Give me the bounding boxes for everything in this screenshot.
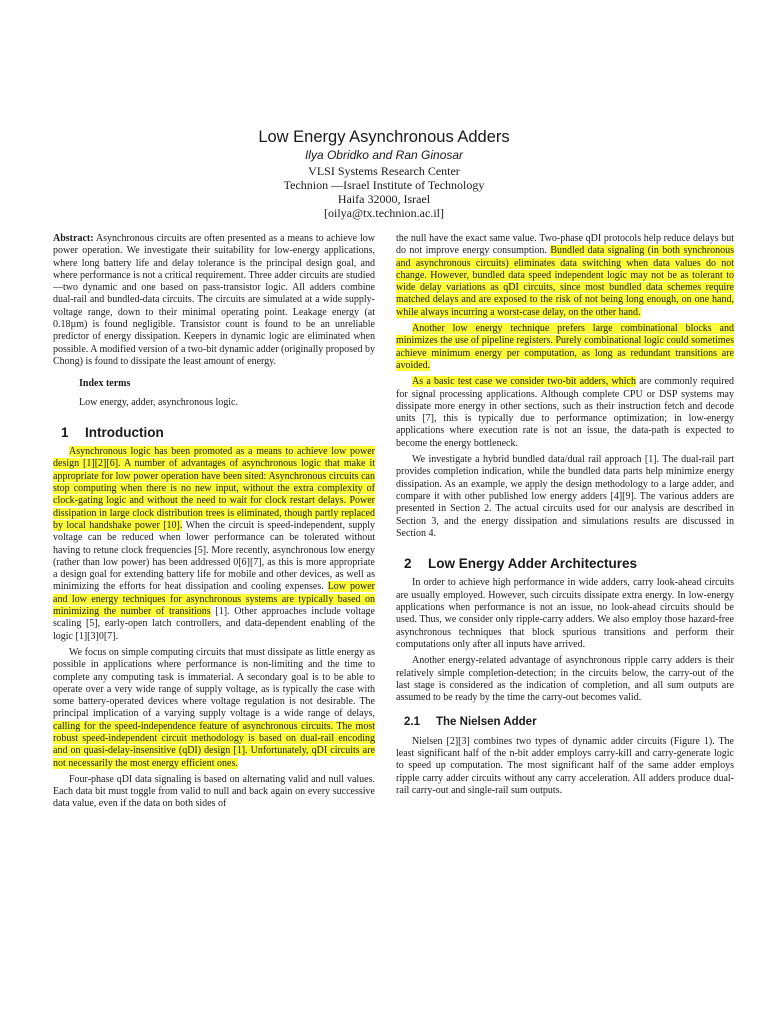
affiliation-line: VLSI Systems Research Center xyxy=(308,164,460,178)
affiliation-line: Technion —Israel Institute of Technology xyxy=(283,178,485,192)
paragraph xyxy=(396,233,734,319)
right-column xyxy=(396,233,734,801)
abstract-label: Abstract: xyxy=(53,233,94,244)
abstract xyxy=(53,233,375,368)
section-number: 1 xyxy=(61,424,69,440)
paragraph: Nielsen [2][3] combines two types of dynamic adder circuits (Figure 1). The least significant half of the n-bit adder employs carry-kill and carry-generate logic to speed up computation. The most significant half of the same adder employs ripple carry adder circuits without any carry acceleration. All adders produce dual-rail carry-out and single-rail sum outputs. xyxy=(396,735,734,796)
highlighted-text: Another low energy technique prefers large combinational blocks and minimizes the use of pipeline registers. Purely combinational logic could sometimes achieve minimum energy per computation, as long as redundant transitions are avoided. xyxy=(396,323,734,371)
index-terms-heading: Index terms xyxy=(79,378,131,390)
paper-title: Low Energy Asynchronous Adders xyxy=(258,128,510,146)
abstract-text: Asynchronous circuits are often presented as a means to achieve low power operation. We investigate their suitability for low-energy applications, where long battery life and delay tolerance is the principal design goal, and where performance is not a critical requirement. Three adder circuits are studied—two dynamic and one based on pass-transistor logic. All adders combine dual-rail and bundled-data circuits. The circuits are simulated at a wide supply-voltage range, down to their minimal operating point. Leakage energy (at 0.18µm) is found negligible. Transistor count is found to be an unreliable predictor of energy dissipation. Keepers in dynamic logic are eliminated when possible. A modified version of a two-bit dynamic adder (originally proposed by Chong) is found to dissipate the least amount of energy. xyxy=(53,233,376,367)
paragraph: Another energy-related advantage of asynchronous ripple carry adders is their relatively simple completion-detection; in the circuits below, the carry-out of the last stage is considered as the indication of completion, and all sum outputs are assumed to be ready by the time the carry-out becomes valid. xyxy=(396,655,734,704)
section-heading-adder-architectures xyxy=(404,558,734,570)
paragraph xyxy=(396,323,734,372)
paragraph-text: When the circuit is speed-independent, supply voltage can be reduced when lower performance can be tolerated without having to retune clock frequencies [5]. More recently, asynchronous low energy (rather than low power) has been addressed 0[6][7], as this is more appropriate a design goal for extending battery life for mobile and other devices, as well as minimizing the efforts for heat dissipation and cooling expenses. xyxy=(53,519,376,593)
affiliation-line: Haifa 32000, Israel xyxy=(337,192,431,206)
paragraph: In order to achieve high performance in wide adders, carry look-ahead circuits are usually employed. However, such circuits dissipate extra energy. In low-energy applications when performance is not an issue, no look-ahead circuits should be used. Thus, we consider only ripple-carry adders. We also employ those hazard-free asynchronous techniques that block spurious transitions and perform their computations only after all inputs have arrived. xyxy=(396,577,734,650)
paragraph-text: We focus on simple computing circuits that must dissipate as little energy as possible in applications where performance is non-limiting and the time to complete any computing task is immaterial. A secondary goal is to be able to operate over a very wide range of supply voltage, as is typically the case with some battery-operated devices where voltage regulation is not desirable. The principal implication of a varying supply voltage is a wide range of delays, xyxy=(53,646,375,720)
highlighted-text: Low power and low energy techniques for asynchronous systems are typically based on minimizing the number of transitions xyxy=(53,581,375,618)
subsection-heading-nielsen-adder xyxy=(404,716,734,728)
paper-authors: Ilya Obridko and Ran Ginosar xyxy=(304,148,464,162)
highlighted-text: Bundled data signaling (in both synchronous and asynchronous circuits) eliminates data switching when data values do not change. However, bundled data speed independent logic may not be as tolerant to wide delay variations as qDI circuits, since most bundled data schemes require matched delays and are exposed to the risk of not being long enough, on one hand, while always incurring a worst-case delay, on the other hand. xyxy=(396,245,734,318)
paragraph xyxy=(396,376,734,450)
paragraph: We investigate a hybrid bundled data/dual rail approach [1]. The dual-rail part provides completion indication, while the bundled data parts help minimize energy dissipation. As an example, we apply the design methodology to a large adder, and compare it with other published low energy adders [4][9]. The various adders are presented in Section 2. The actual circuits used for our analysis are described in Section 3, and the energy dissipation and simulations results are discussed in Section 4. xyxy=(396,454,734,539)
left-column xyxy=(53,233,375,815)
paragraph-text: are commonly required for signal processing applications. Although complete CPU or DSP systems may dissipate more energy in other sections, such as their instruction fetch and decode units [7], this is typically due to performance optimization; in low-energy applications where execution rate is not an issue, the data-path is expected to become the energy bottleneck. xyxy=(396,376,735,449)
paragraph xyxy=(53,446,375,643)
section-heading-introduction xyxy=(61,424,375,440)
section-number: 2 xyxy=(404,556,412,572)
subsection-number: 2.1 xyxy=(404,716,420,729)
author-email: [oilya@tx.technion.ac.il] xyxy=(323,206,444,220)
subsection-title: The Nielsen Adder xyxy=(436,716,537,729)
section-title: Introduction xyxy=(85,424,164,440)
highlighted-text: calling for the speed-independence feature of asynchronous circuits. The most robust speed-independent circuit methodology is based on dual-rail encoding and on quasi-delay-insensitive (qDI) design [1]. Unfortunately, qDI circuits are not necessarily the most energy efficient ones. xyxy=(53,720,375,769)
index-terms-text: Low energy, adder, asynchronous logic. xyxy=(79,396,238,408)
paragraph xyxy=(53,647,375,770)
highlighted-text: As a basic test case we consider two-bit adders, which xyxy=(412,376,636,388)
highlighted-text: Asynchronous logic has been promoted as a means to achieve low power design [1][2][6]. A number of advantages of asynchronous logic that make it appropriate for low power operation have been sited: Asynchronous circuits can stop computing when there is no new input, without the extra complexity of clock-gating logic and without the need to wait for clock restart delays. Power dissipation in large clock distribution trees is eliminated, though partly replaced by local handshake power [10]. xyxy=(53,446,375,531)
paragraph-text: [1]. Other approaches include voltage scaling [5], early-open latch controllers, and data-dependent enabling of the logic [1][3]0[7]. xyxy=(53,606,375,642)
section-title: Low Energy Adder Architectures xyxy=(428,556,638,572)
paragraph-text: the null have the exact same value. Two-phase qDI protocols help reduce delays but do not improve energy consumption. xyxy=(396,233,734,257)
paragraph: Four-phase qDI data signaling is based on alternating valid and null values. Each data bit must toggle from valid to null and back again on every successive data value, even if the data on both sides of xyxy=(53,773,375,810)
